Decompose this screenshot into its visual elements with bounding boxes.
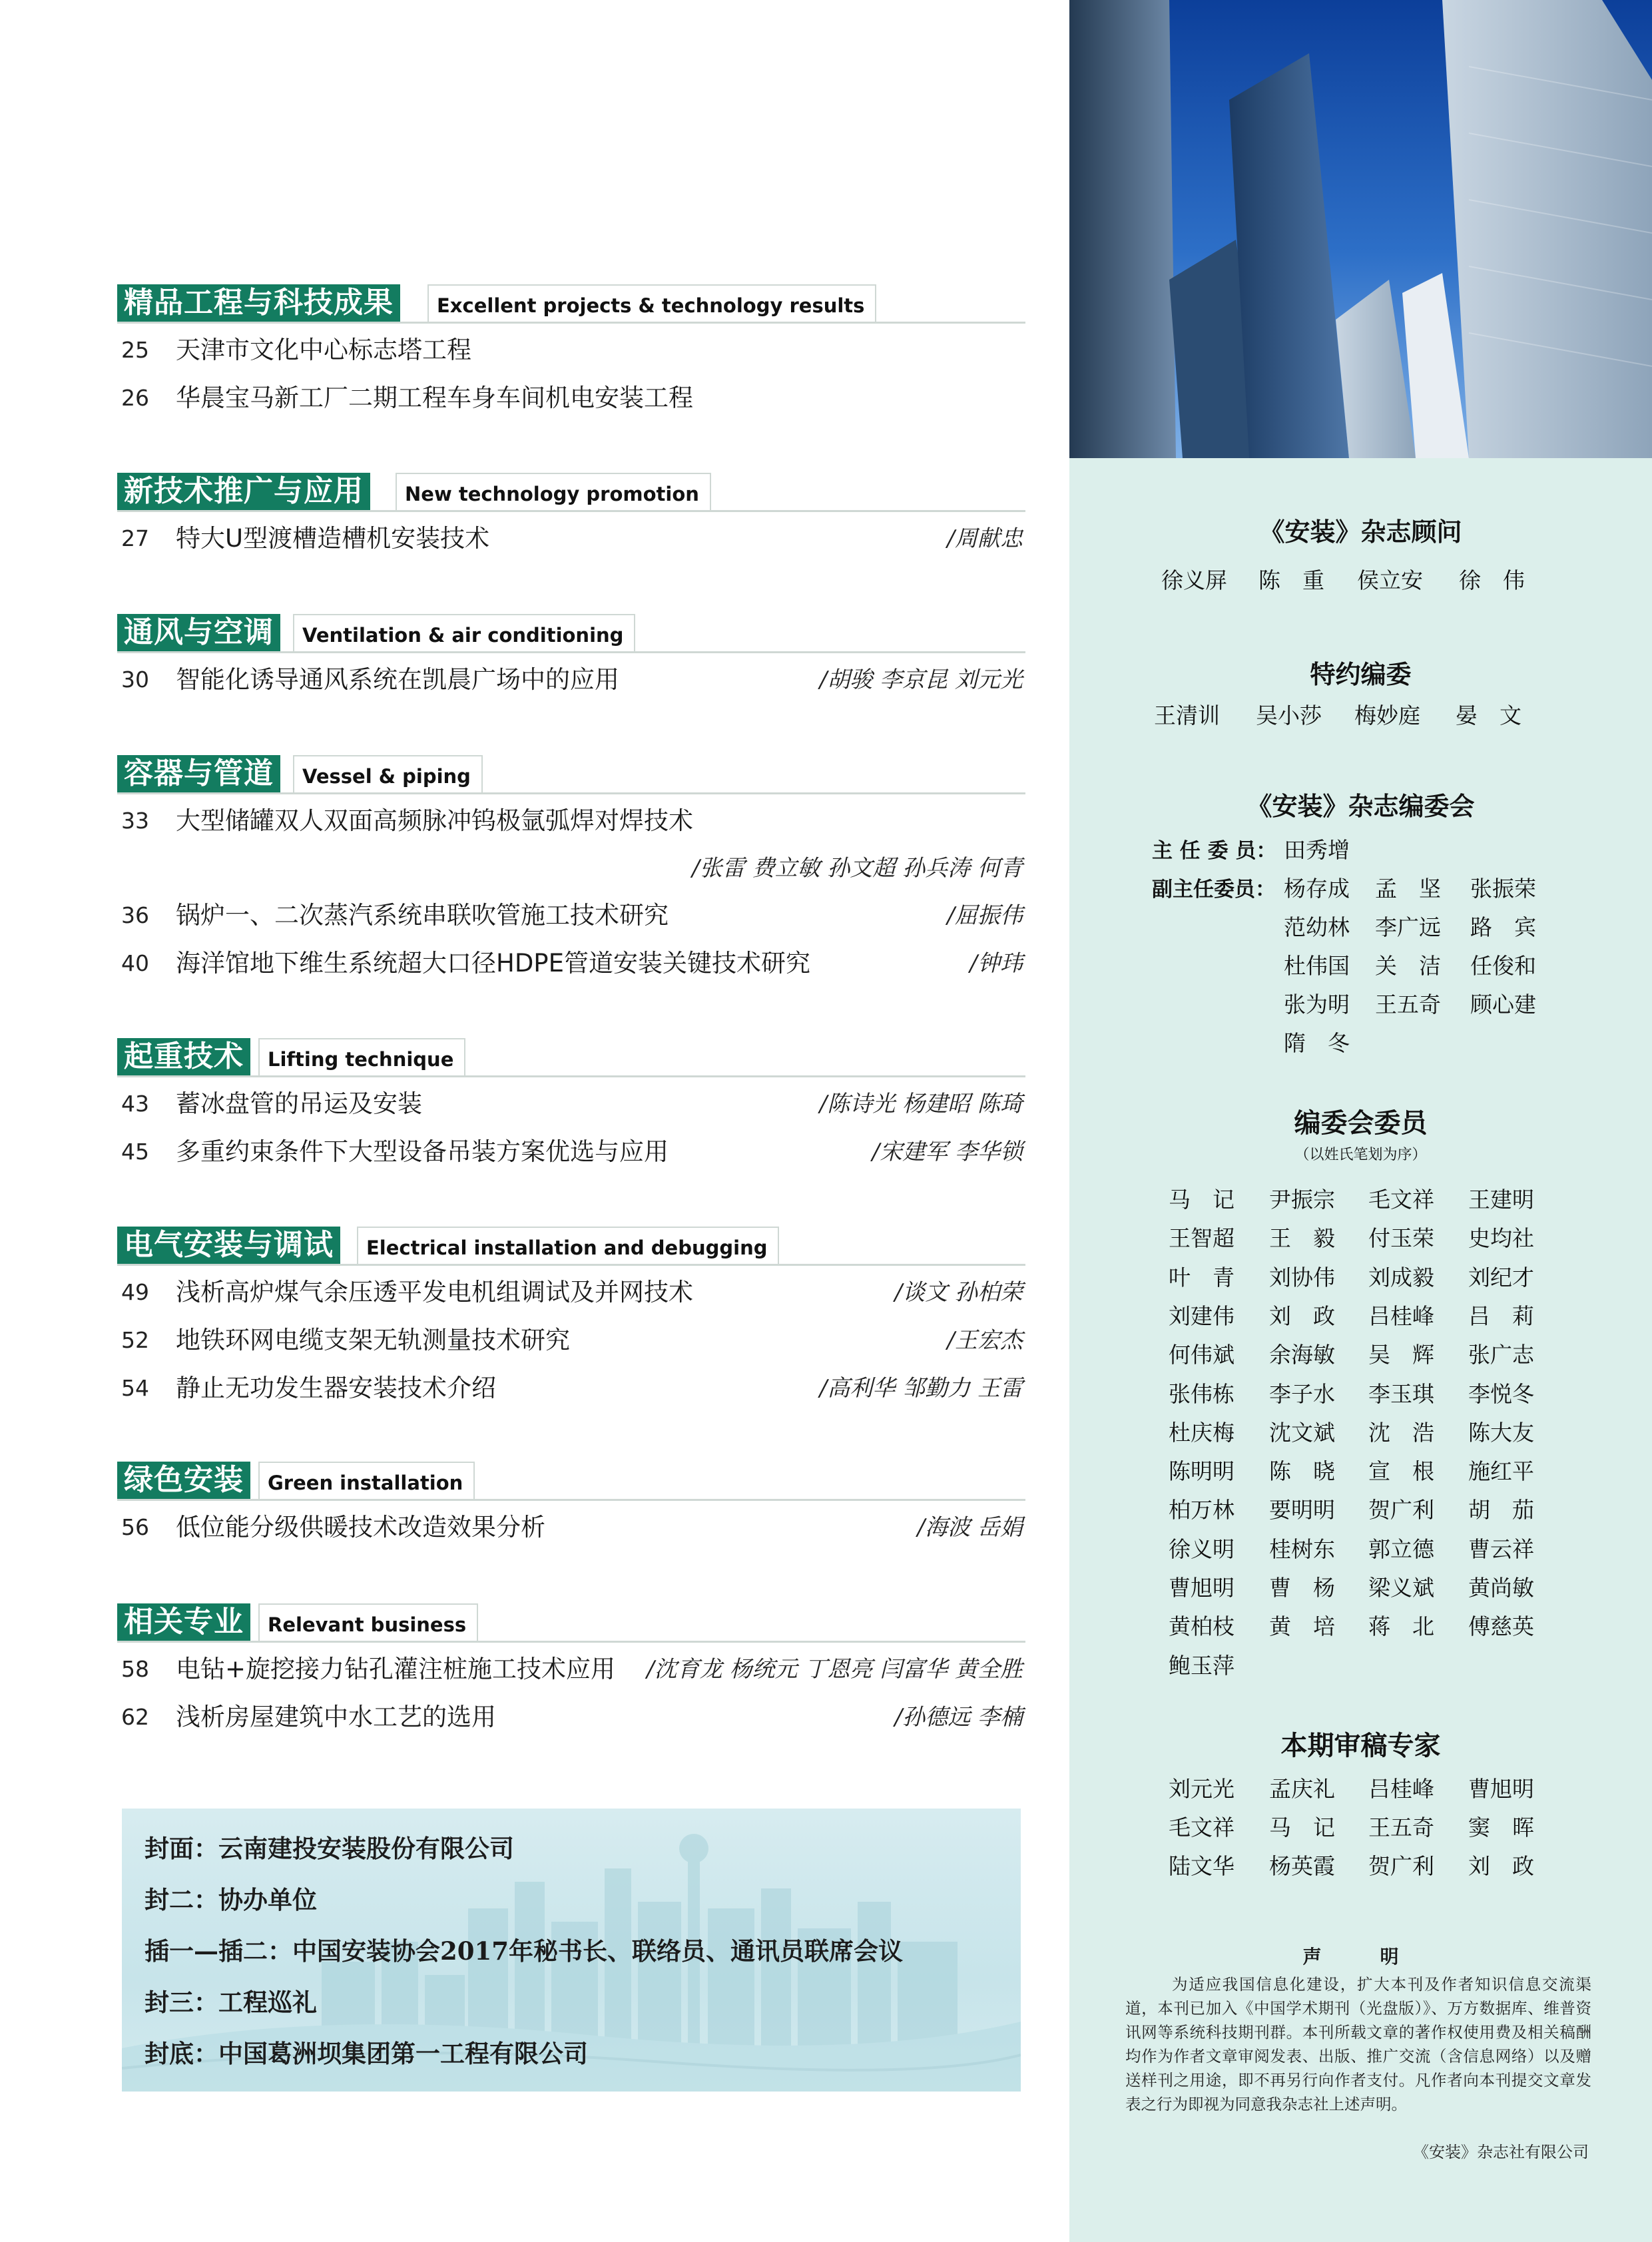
toc-section — [117, 1602, 1025, 1741]
page-number: 43 — [121, 1091, 149, 1117]
page-number: 56 — [121, 1514, 149, 1540]
committee-member-name: 黄 培 — [1269, 1613, 1335, 1640]
page-number: 33 — [121, 808, 149, 834]
committee-member-name: 张伟栋 — [1169, 1380, 1235, 1407]
committee-member-name: 王建明 — [1468, 1187, 1534, 1213]
toc-section — [117, 283, 1025, 422]
article-authors: /宋建军 李华锁 — [872, 1139, 1023, 1165]
vice-director-name: 顾心建 — [1470, 991, 1536, 1017]
toc-entry[interactable] — [117, 1080, 1025, 1128]
committee-member-name: 李子水 — [1269, 1380, 1335, 1407]
committee-member-name: 陈明明 — [1169, 1458, 1235, 1485]
vice-director-name: 关 洁 — [1375, 953, 1441, 979]
special-editor-name: 梅妙庭 — [1354, 702, 1420, 728]
toc-entry[interactable] — [117, 1268, 1025, 1316]
toc-entry[interactable] — [117, 1645, 1025, 1693]
director-label: 主 任 委 员： — [1152, 839, 1277, 863]
committee-member-name: 叶 青 — [1169, 1264, 1235, 1290]
committee-member-name: 沈文斌 — [1269, 1419, 1335, 1446]
cover-credit-line — [144, 2034, 588, 2070]
cover-credit-label: 封面： — [144, 1834, 218, 1863]
article-title: 蓄冰盘管的吊运及安装 — [176, 1089, 422, 1118]
cover-credit-label: 封三： — [144, 1988, 218, 2017]
article-title: 天津市文化中心标志塔工程 — [176, 336, 471, 364]
vice-director-name: 路 宾 — [1470, 914, 1536, 940]
toc-section — [117, 1225, 1025, 1412]
cover-credit-label: 封底： — [144, 2039, 218, 2068]
section-header — [117, 283, 1025, 324]
reviewer-name: 毛文祥 — [1169, 1815, 1235, 1840]
section-title-en: Lifting technique — [258, 1038, 465, 1075]
committee-member-name: 柏万林 — [1169, 1497, 1235, 1524]
committee-member-name: 曹 杨 — [1269, 1575, 1335, 1601]
article-authors: /孙德远 李楠 — [894, 1704, 1023, 1731]
section-header — [117, 613, 1025, 653]
committee-member-name: 徐义明 — [1169, 1536, 1235, 1562]
special-editor-name: 吴小莎 — [1256, 702, 1322, 728]
advisor-name: 徐 伟 — [1459, 567, 1525, 593]
section-header — [117, 1602, 1025, 1643]
committee-member-name: 毛文祥 — [1368, 1187, 1434, 1213]
section-title-en: Vessel & piping — [293, 755, 483, 792]
cover-credit-line — [144, 1931, 903, 1967]
article-title: 浅析高炉煤气余压透平发电机组调试及并网技术 — [176, 1278, 693, 1306]
section-header — [117, 754, 1025, 794]
committee-member-name: 李悦冬 — [1468, 1380, 1534, 1407]
reviewer-name: 马 记 — [1269, 1815, 1335, 1840]
committee-member-name: 胡 茄 — [1468, 1497, 1534, 1524]
page-number: 45 — [121, 1139, 149, 1165]
toc-entry[interactable] — [117, 1693, 1025, 1741]
committee-member-name: 刘建伟 — [1169, 1302, 1235, 1329]
committee-member-name: 桂树东 — [1269, 1536, 1335, 1562]
committee-member-name: 刘协伟 — [1269, 1264, 1335, 1290]
article-authors: /海波 岳娟 — [917, 1514, 1023, 1541]
toc-author-line — [117, 845, 1025, 892]
vice-director-name: 杨存成 — [1284, 876, 1350, 902]
section-header — [117, 1225, 1025, 1266]
cover-credit-line — [144, 1880, 317, 1916]
cover-credit-label: 插一—插二： — [144, 1936, 292, 1966]
article-title: 低位能分级供暖技术改造效果分析 — [176, 1513, 545, 1541]
declaration-publisher: 《安装》杂志社有限公司 — [1413, 2143, 1589, 2161]
article-title: 特大U型渡槽造槽机安装技术 — [176, 524, 490, 553]
toc-section — [117, 754, 1025, 987]
committee-member-name: 何伟斌 — [1169, 1342, 1235, 1368]
advisor-name: 徐义屏 — [1161, 567, 1227, 593]
special-editor-name: 王清训 — [1154, 702, 1220, 728]
committee-member-name: 陈 晓 — [1269, 1458, 1335, 1485]
vice-director-name: 孟 坚 — [1375, 876, 1441, 902]
article-title: 地铁环网电缆支架无轨测量技术研究 — [176, 1326, 570, 1354]
reviewer-name: 吕桂峰 — [1368, 1776, 1434, 1802]
committee-member-name: 王 毅 — [1269, 1225, 1335, 1252]
cover-credit-line — [144, 1982, 317, 2018]
toc-section — [117, 1460, 1025, 1551]
committee-member-name: 刘成毅 — [1368, 1264, 1434, 1290]
article-title: 海洋馆地下维生系统超大口径HDPE管道安装关键技术研究 — [176, 949, 811, 978]
toc-section — [117, 1037, 1025, 1176]
cover-credit-text: 中国安装协会2017年秘书长、联络员、通讯员联席会议 — [292, 1936, 903, 1966]
section-header — [117, 1460, 1025, 1501]
committee-member-name: 吴 辉 — [1368, 1342, 1434, 1368]
toc-section — [117, 471, 1025, 563]
article-authors: /钟玮 — [969, 950, 1023, 977]
section-title-en: New technology promotion — [396, 473, 711, 510]
page-number: 26 — [121, 385, 149, 411]
special-editor-name: 晏 文 — [1456, 702, 1521, 728]
reviewer-name: 刘元光 — [1169, 1776, 1235, 1802]
special-editors-title: 特约编委 — [1310, 660, 1412, 689]
committee-member-name: 曹旭明 — [1169, 1575, 1235, 1601]
cover-credit-text: 中国葛洲坝集团第一工程有限公司 — [218, 2039, 588, 2068]
vice-director-name: 任俊和 — [1470, 953, 1536, 979]
reviewer-name: 杨英霞 — [1269, 1853, 1335, 1879]
committee-member-name: 刘 政 — [1269, 1302, 1335, 1329]
vice-director-name: 隋 冬 — [1284, 1030, 1350, 1056]
section-title-cn: 通风与空调 — [117, 614, 280, 651]
committee-member-name: 梁义斌 — [1368, 1575, 1434, 1601]
section-title-cn: 绿色安装 — [117, 1462, 250, 1499]
committee-member-name: 宣 根 — [1368, 1458, 1434, 1485]
toc-entry[interactable] — [117, 374, 1025, 422]
members-note: （以姓氏笔划为序） — [1294, 1147, 1427, 1163]
section-title-en: Excellent projects & technology results — [427, 284, 876, 322]
page-number: 58 — [121, 1656, 149, 1682]
vice-director-name: 李广远 — [1375, 914, 1441, 940]
article-authors: /陈诗光 杨建昭 陈琦 — [819, 1091, 1023, 1117]
article-authors: /周献忠 — [947, 525, 1023, 552]
toc-entry[interactable] — [117, 797, 1025, 845]
page-number: 49 — [121, 1279, 149, 1305]
vice-director-name: 张振荣 — [1470, 876, 1536, 902]
cover-credit-text: 协办单位 — [218, 1885, 317, 1914]
advisor-name: 陈 重 — [1258, 567, 1324, 593]
advisor-name: 侯立安 — [1357, 567, 1423, 593]
article-title: 锅炉一、二次蒸汽系统串联吹管施工技术研究 — [176, 901, 669, 930]
article-authors: /谈文 孙柏荣 — [894, 1279, 1023, 1306]
article-authors: /胡骏 李京昆 刘元光 — [819, 667, 1023, 693]
toc-entry[interactable] — [117, 326, 1025, 374]
committee-member-name: 要明明 — [1269, 1497, 1335, 1524]
article-title: 大型储罐双人双面高频脉冲钨极氩弧焊对焊技术 — [176, 806, 693, 835]
director-name: 田秀增 — [1284, 837, 1350, 863]
section-title-cn: 精品工程与科技成果 — [117, 284, 400, 322]
committee-member-name: 曹云祥 — [1468, 1536, 1534, 1562]
vice-director-label: 副主任委员： — [1152, 878, 1276, 902]
committee-member-name: 李玉琪 — [1368, 1380, 1434, 1407]
article-title: 多重约束条件下大型设备吊装方案优选与应用 — [176, 1137, 669, 1166]
committee-member-name: 付玉荣 — [1368, 1225, 1434, 1252]
toc-entry[interactable] — [117, 1364, 1025, 1412]
reviewer-name: 陆文华 — [1169, 1853, 1235, 1879]
committee-member-name: 史均社 — [1468, 1225, 1534, 1252]
vice-director-name: 杜伟国 — [1284, 953, 1350, 979]
committee-member-name: 蒋 北 — [1368, 1613, 1434, 1640]
committee-member-name: 吕桂峰 — [1368, 1302, 1434, 1329]
committee-member-name: 尹振宗 — [1269, 1187, 1335, 1213]
committee-member-name: 杜庆梅 — [1169, 1419, 1235, 1446]
article-authors: /沈育龙 杨统元 丁恩亮 闫富华 黄全胜 — [647, 1656, 1023, 1683]
committee-member-name: 郭立德 — [1368, 1536, 1434, 1562]
committee-member-name: 刘纪才 — [1468, 1264, 1534, 1290]
page-number: 52 — [121, 1327, 149, 1353]
page-number: 30 — [121, 667, 149, 693]
toc-entry[interactable] — [117, 515, 1025, 563]
page-number: 62 — [121, 1704, 149, 1730]
committee-member-name: 吕 莉 — [1468, 1302, 1534, 1329]
cover-credit-text: 工程巡礼 — [218, 1988, 317, 2017]
cover-credits-box — [122, 1809, 1021, 2092]
article-title: 智能化诱导通风系统在凯晨广场中的应用 — [176, 665, 619, 694]
toc-entry[interactable] — [117, 1504, 1025, 1551]
committee-member-name: 陈大友 — [1468, 1419, 1534, 1446]
committee-member-name: 傅慈英 — [1468, 1613, 1534, 1640]
toc-entry[interactable] — [117, 892, 1025, 940]
committee-member-name: 马 记 — [1169, 1187, 1235, 1213]
committee-member-name: 贺广利 — [1368, 1497, 1434, 1524]
skyscraper-photo — [1069, 0, 1652, 458]
article-authors: /王宏杰 — [947, 1327, 1023, 1354]
advisors-title: 《安装》杂志顾问 — [1259, 517, 1462, 547]
cover-credit-line — [144, 1828, 514, 1864]
reviewer-name: 贺广利 — [1368, 1853, 1434, 1879]
article-title: 华晨宝马新工厂二期工程车身车间机电安装工程 — [176, 384, 693, 412]
cover-credit-label: 封二： — [144, 1885, 218, 1914]
section-title-cn: 容器与管道 — [117, 755, 280, 792]
vice-director-name: 张为明 — [1284, 991, 1350, 1017]
committee-member-name: 余海敏 — [1269, 1342, 1335, 1368]
committee-member-name: 黄柏枝 — [1169, 1613, 1235, 1640]
section-title-cn: 相关专业 — [117, 1603, 250, 1641]
committee-member-name: 鲍玉萍 — [1169, 1652, 1235, 1679]
vice-director-name: 范幼林 — [1284, 914, 1350, 940]
members-title: 编委会委员 — [1294, 1108, 1428, 1139]
committee-title: 《安装》杂志编委会 — [1246, 792, 1475, 821]
article-title: 浅析房屋建筑中水工艺的选用 — [176, 1703, 496, 1731]
reviewer-name: 刘 政 — [1468, 1853, 1534, 1879]
cover-credit-text: 云南建投安装股份有限公司 — [218, 1834, 514, 1863]
declaration-body: 为适应我国信息化建设，扩大本刊及作者知识信息交流渠道，本刊已加入《中国学术期刊（光盘版）》、万方数据库、维普资讯网等系统科技期刊群。本刊所载文章的著作权使用费及相关稿酬均作为作者文章审阅发表、出版、推广交流（含信息网络）以及赠送样刊之用途，即不再另行向作者支付。凡作者向本刊提交文章发表之行为即视为同意我杂志社上述声明。 — [1125, 1975, 1591, 2113]
reviewer-name: 孟庆礼 — [1269, 1776, 1335, 1802]
toc-entry[interactable] — [117, 940, 1025, 987]
article-title: 静止无功发生器安装技术介绍 — [176, 1374, 496, 1402]
section-title-en: Green installation — [258, 1462, 475, 1499]
committee-member-name: 王智超 — [1169, 1225, 1235, 1252]
section-title-cn: 新技术推广与应用 — [117, 473, 370, 510]
toc-entry[interactable] — [117, 1128, 1025, 1176]
committee-member-name: 施红平 — [1468, 1458, 1534, 1485]
section-title-en: Relevant business — [258, 1603, 478, 1641]
article-title: 电钻+旋挖接力钻孔灌注桩施工技术应用 — [176, 1655, 616, 1683]
vice-director-name: 王五奇 — [1375, 991, 1441, 1017]
section-title-cn: 电气安装与调试 — [117, 1227, 340, 1264]
article-authors: /高利华 邹勤力 王雷 — [819, 1375, 1023, 1402]
section-header — [117, 471, 1025, 512]
toc-entry[interactable] — [117, 656, 1025, 704]
section-title-en: Electrical installation and debugging — [357, 1227, 779, 1264]
reviewer-name: 窦 晖 — [1468, 1815, 1534, 1840]
toc-section — [117, 613, 1025, 704]
section-title-cn: 起重技术 — [117, 1038, 250, 1075]
page-number: 25 — [121, 337, 149, 363]
section-header — [117, 1037, 1025, 1077]
committee-member-name: 张广志 — [1468, 1342, 1534, 1368]
article-authors: /张雷 费立敏 孙文超 孙兵涛 何青 — [692, 855, 1023, 882]
page-number: 27 — [121, 525, 149, 551]
page-number: 36 — [121, 902, 149, 928]
committee-member-name: 黄尚敏 — [1468, 1575, 1534, 1601]
page-number: 54 — [121, 1375, 149, 1401]
section-title-en: Ventilation & air conditioning — [293, 614, 635, 651]
article-authors: /屈振伟 — [947, 902, 1023, 929]
reviewer-name: 曹旭明 — [1468, 1776, 1534, 1802]
committee-member-name: 沈 浩 — [1368, 1419, 1434, 1446]
toc-entry[interactable] — [117, 1316, 1025, 1364]
declaration-title: 声 明 — [1302, 1946, 1419, 1968]
reviewer-name: 王五奇 — [1368, 1815, 1434, 1840]
reviewers-title: 本期审稿专家 — [1280, 1731, 1441, 1761]
page-number: 40 — [121, 950, 149, 976]
